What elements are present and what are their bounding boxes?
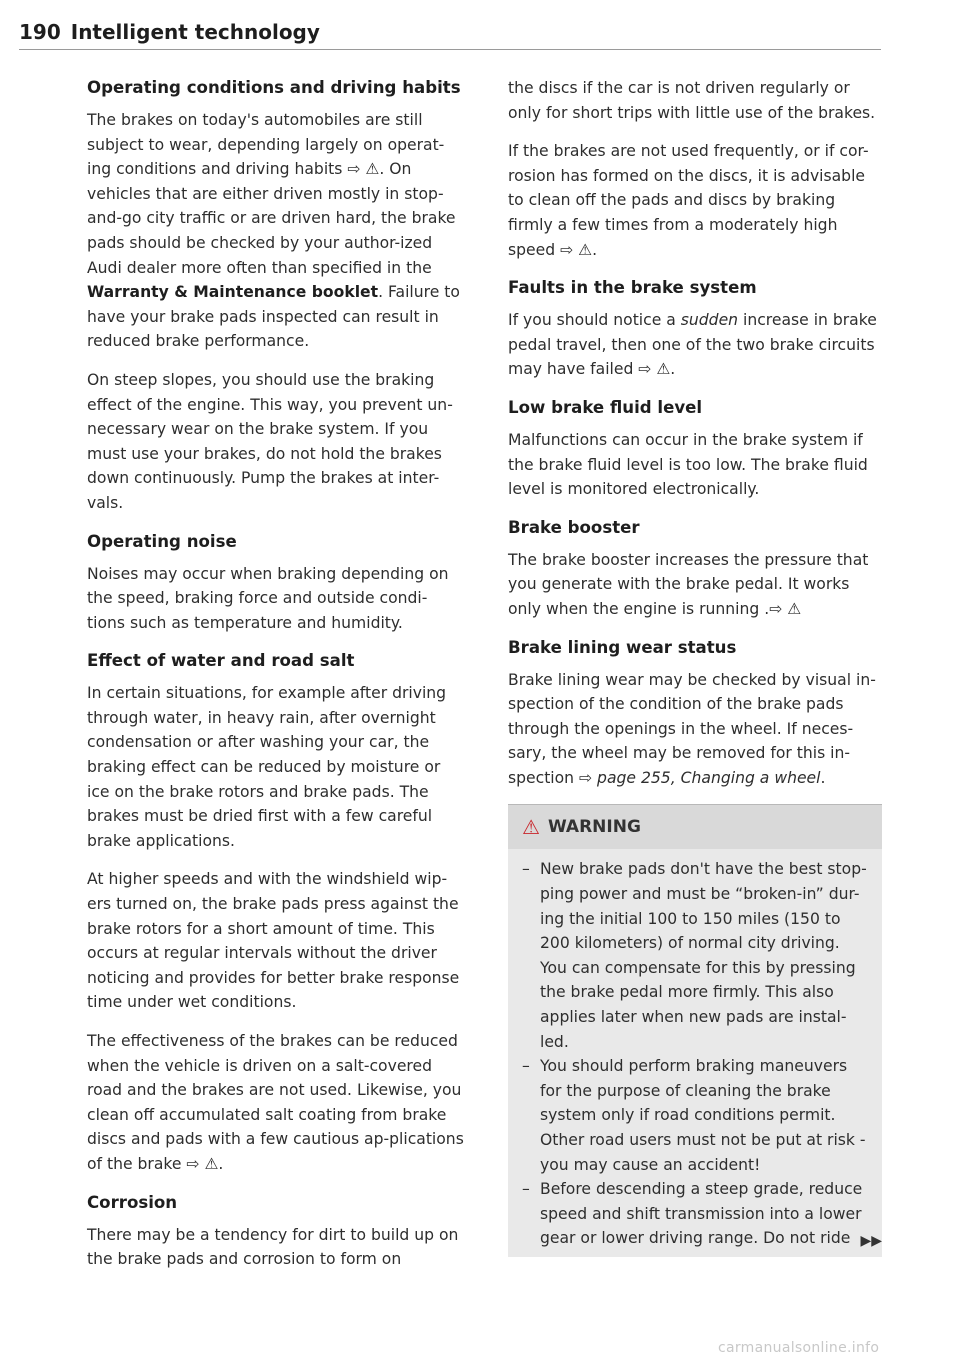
text-run: If you should notice a bbox=[508, 311, 681, 330]
text-run: increase in brake pedal travel, then one of the two brake circuits may have failed ⇨ ⚠. bbox=[508, 311, 877, 379]
text-run: Brake lining wear may be checked by visual in-spection of the condition of the brake pads through the openings in the wheel. If neces-sary, the wheel may be removed for this in-spection ⇨ bbox=[508, 670, 876, 787]
heading-corrosion: Corrosion bbox=[87, 1192, 178, 1212]
emphasis-sudden: sudden bbox=[680, 311, 739, 330]
section-title: Intelligent technology bbox=[70, 20, 320, 44]
watermark: carmanualsonline.info bbox=[718, 1340, 880, 1356]
warning-item: – You should perform braking maneuvers for the purpose of cleaning the brake system only if road conditions permit. Other road users must not be put at risk - you may cause an accident! bbox=[522, 1054, 868, 1177]
heading-lining-wear: Brake lining wear status bbox=[508, 637, 737, 657]
warning-item: – New brake pads don't have the best stop-ping power and must be “broken-in” dur-ing the initial 100 to 150 miles (150 to 200 kilometers) of normal city driving. You can compensate for this by pressing the brake pedal more firmly. This also applies later when new pads are instal-led. bbox=[522, 857, 868, 1054]
paragraph-water: In certain situations, for example after driving through water, in heavy rain, after overnight condensation or after washing your car, the braking effect can be reduced by moisture or ice on the brake rotors and brake pads. The brakes must be dried first with a few careful brake applications. bbox=[87, 684, 447, 850]
paragraph-salt: The effectiveness of the brakes can be reduced when the vehicle is driven on a salt-covered road and the brakes are not used. Likewise, you clean off accumulated salt coating from brake discs and pads with a few cautious ap-plications of the brake ⇨ ⚠. bbox=[87, 1032, 464, 1173]
paragraph-booster: The brake booster increases the pressure that you generate with the brake pedal. It works only when the engine is running .⇨ ⚠ bbox=[508, 550, 869, 618]
paragraph-steep-slopes: On steep slopes, you should use the braking effect of the engine. This way, you prevent un-necessary wear on the brake system. If you must use your brakes, do not hold the brakes down continuously. Pump the brakes at inter-vals. bbox=[87, 370, 453, 512]
text-run: . Failure to have your brake pads inspected can result in reduced brake performance. bbox=[87, 283, 460, 351]
paragraph-windshield: At higher speeds and with the windshield wip-ers turned on, the brake pads press against the brake rotors for a short amount of time. This occurs at regular intervals without the driver noticing and provides for better brake response time under wet conditions. bbox=[87, 870, 460, 1012]
continue-arrow-icon: ▶▶ bbox=[860, 1232, 882, 1249]
page-header bbox=[19, 20, 881, 50]
page-number: 190 bbox=[19, 20, 61, 44]
paragraph-brake-wear bbox=[87, 108, 465, 354]
text-run: The brakes on today's automobiles are still subject to wear, depending largely on operat-ing conditions and driving habits ⇨ ⚠. On vehicles that are either driven mostly in stop-and-go city traffic or are driven hard, the brake pads should be checked by your author-ized Audi dealer more often than specified in the bbox=[87, 111, 456, 277]
warning-item: – Before descending a steep grade, reduce speed and shift transmission into a lower gear or lower driving range. Do not ride bbox=[522, 1177, 868, 1251]
page-reference-link[interactable]: page 255, Changing a wheel bbox=[597, 768, 821, 787]
warning-title: WARNING bbox=[547, 817, 641, 838]
paragraph-corrosion: There may be a tendency for dirt to build up on the brake pads and corrosion to form on bbox=[87, 1225, 459, 1269]
left-column bbox=[87, 76, 465, 1286]
paragraph-clean-discs: If the brakes are not used frequently, or if cor-rosion has formed on the discs, it is advisable to clean off the pads and discs by braking firmly a few times from a moderately high speed ⇨ ⚠. bbox=[508, 142, 869, 259]
paragraph-discs: the discs if the car is not driven regularly or only for short trips with little use of the brakes. bbox=[508, 79, 876, 122]
heading-operating-noise: Operating noise bbox=[87, 531, 237, 551]
heading-fluid-level: Low brake fluid level bbox=[508, 397, 703, 417]
warning-header bbox=[508, 805, 882, 849]
paragraph-lining bbox=[508, 668, 882, 791]
warning-list bbox=[508, 849, 882, 1257]
paragraph-noise: Noises may occur when braking depending on the speed, braking force and outside condi-tions such as temperature and humidity. bbox=[87, 564, 449, 632]
warranty-booklet-ref: Warranty & Maintenance booklet bbox=[87, 283, 379, 302]
warning-box bbox=[508, 804, 882, 1257]
heading-faults: Faults in the brake system bbox=[508, 278, 757, 298]
paragraph-fluid: Malfunctions can occur in the brake system if the brake fluid level is too low. The brake fluid level is monitored electronically. bbox=[508, 430, 868, 499]
heading-operating-conditions: Operating conditions and driving habits bbox=[87, 78, 461, 97]
heading-water-salt: Effect of water and road salt bbox=[87, 651, 355, 671]
right-column bbox=[508, 76, 882, 1257]
heading-brake-booster: Brake booster bbox=[508, 517, 640, 537]
warning-triangle-icon: ⚠ bbox=[522, 815, 540, 840]
text-run: . bbox=[820, 768, 826, 787]
paragraph-faults bbox=[508, 308, 882, 382]
